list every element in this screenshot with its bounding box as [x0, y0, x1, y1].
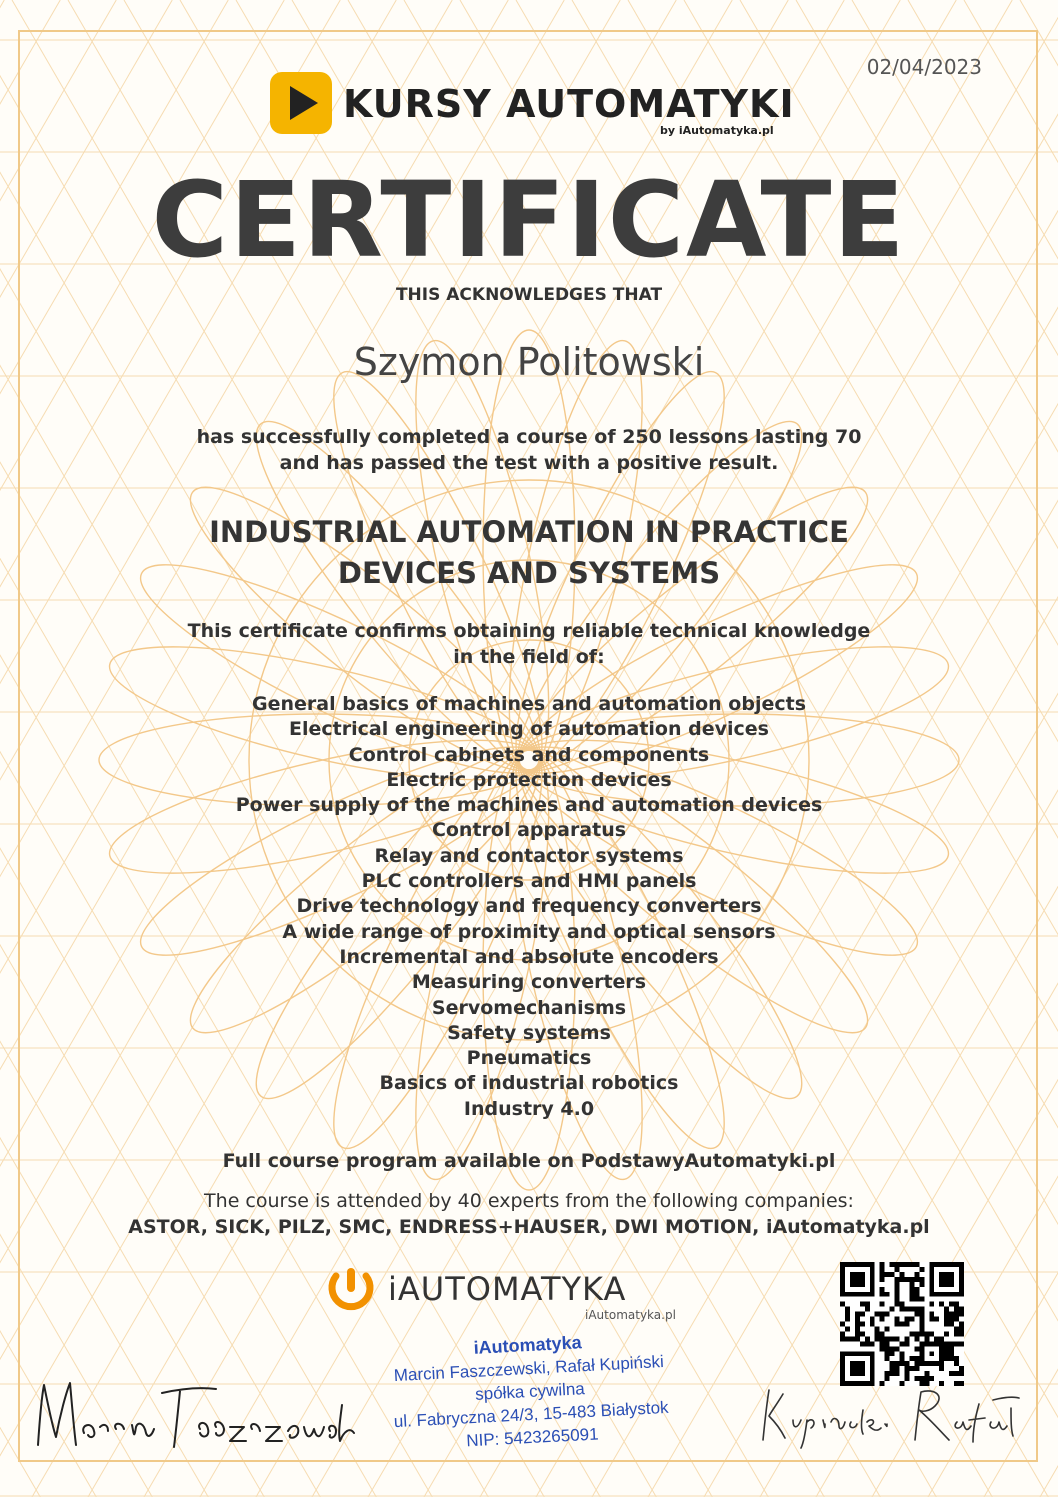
- stamp-line: NIP: 5423265091: [465, 1424, 599, 1451]
- completion-line: has successfully completed a course of 250 lessons lasting 70: [196, 426, 862, 448]
- course-program-note: Full course program available on PodstawyAutomatyki.pl: [222, 1150, 836, 1172]
- list-item: Electric protection devices: [386, 768, 672, 791]
- partner-logo-subtitle: iAutomatyka.pl: [585, 1308, 676, 1322]
- list-item: A wide range of proximity and optical sensors: [282, 920, 776, 943]
- issue-date: 02/04/2023: [866, 55, 982, 79]
- list-item: Electrical engineering of automation devices: [289, 718, 769, 741]
- qr-code-icon: [840, 1262, 964, 1386]
- list-item: PLC controllers and HMI panels: [361, 870, 697, 893]
- company-stamp: [357, 1325, 703, 1458]
- confirmation-line: in the field of:: [453, 646, 605, 668]
- list-item: Control cabinets and components: [348, 743, 710, 766]
- list-item: Power supply of the machines and automation devices: [235, 794, 823, 817]
- partner-logo-name: iAUTOMATYKA: [388, 1270, 627, 1308]
- course-title: [0, 512, 1058, 594]
- list-item: Pneumatics: [466, 1047, 592, 1070]
- certificate-title: CERTIFICATE: [151, 159, 907, 281]
- list-item: Measuring converters: [411, 971, 647, 994]
- list-item: Relay and contactor systems: [374, 844, 684, 867]
- list-item: Servomechanisms: [431, 996, 627, 1019]
- list-item: Industry 4.0: [463, 1097, 595, 1120]
- list-item: Basics of industrial robotics: [379, 1072, 679, 1095]
- list-item: Safety systems: [447, 1021, 611, 1044]
- list-item: Incremental and absolute encoders: [339, 945, 719, 968]
- stamp-line: ul. Fabryczna 24/3, 15-483 Białystok: [393, 1397, 669, 1432]
- stamp-line: spółka cywilna: [474, 1379, 586, 1404]
- knowledge-fields-list: [0, 692, 1058, 1122]
- list-item: Drive technology and frequency converters: [296, 895, 762, 918]
- experts-line: The course is attended by 40 experts from the following companies:: [204, 1190, 854, 1212]
- play-icon: [270, 72, 332, 134]
- power-icon: [322, 1266, 380, 1314]
- companies-list: ASTOR, SICK, PILZ, SMC, ENDRESS+HAUSER, DWI MOTION, iAutomatyka.pl: [128, 1216, 930, 1238]
- signature-left: [30, 1375, 360, 1455]
- list-item: General basics of machines and automation objects: [252, 693, 806, 715]
- stamp-line: Marcin Faszczewski, Rafał Kupiński: [393, 1351, 665, 1386]
- completion-line: and has passed the test with a positive result.: [279, 452, 779, 474]
- confirmation-line: This certificate confirms obtaining reliable technical knowledge: [187, 620, 871, 642]
- stamp-title: iAutomatyka: [473, 1332, 583, 1358]
- brand-subtitle: by iAutomatyka.pl: [660, 124, 774, 137]
- experts-statement: [0, 1188, 1058, 1240]
- confirmation-statement: [0, 618, 1058, 670]
- brand-name: KURSY AUTOMATYKI: [343, 82, 795, 126]
- recipient-name: Szymon Politowski: [353, 340, 705, 384]
- signature-right: [755, 1380, 1025, 1450]
- course-title-line: INDUSTRIAL AUTOMATION IN PRACTICE: [209, 515, 849, 549]
- acknowledges-text: THIS ACKNOWLEDGES THAT: [395, 285, 663, 305]
- course-title-line: DEVICES AND SYSTEMS: [337, 556, 721, 590]
- completion-statement: [0, 424, 1058, 476]
- list-item: Control apparatus: [431, 819, 627, 842]
